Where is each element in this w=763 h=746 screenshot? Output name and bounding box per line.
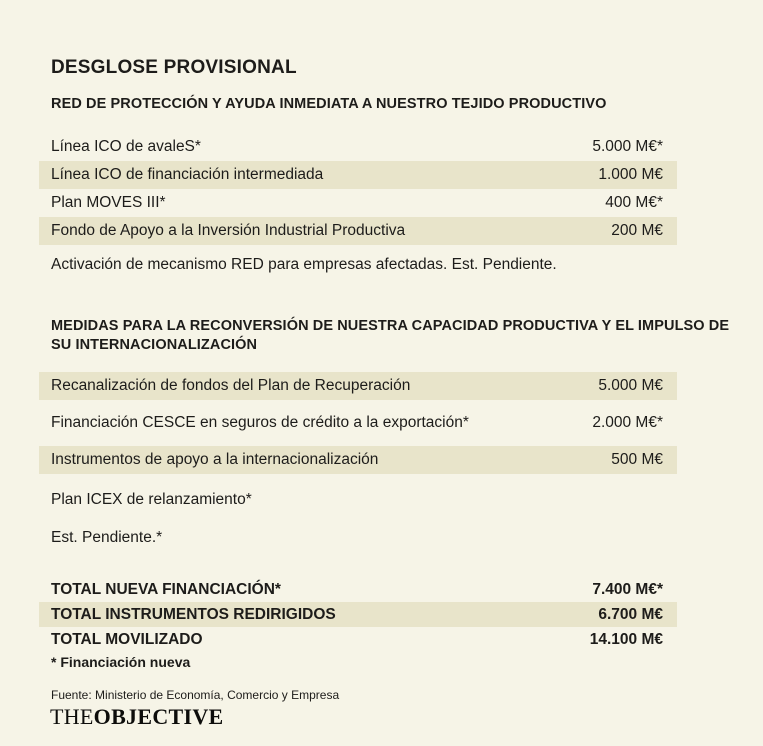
page-title: DESGLOSE PROVISIONAL xyxy=(51,57,297,78)
section-2-note: Plan ICEX de relanzamiento* xyxy=(51,491,252,508)
section-1-note: Activación de mecanismo RED para empresas afectadas. Est. Pendiente. xyxy=(51,256,557,273)
section-2-heading: MEDIDAS PARA LA RECONVERSIÓN DE NUESTRA CAPACIDAD PRODUCTIVA Y EL IMPULSO DE SU INTERNACIONALIZACIÓN xyxy=(51,318,730,353)
logo-objective: OBJECTIVE xyxy=(93,704,224,729)
total-row xyxy=(39,627,677,652)
total-row xyxy=(39,577,677,602)
totals-table xyxy=(39,577,677,652)
table-row xyxy=(39,446,677,474)
row-label: Fondo de Apoyo a la Inversión Industrial Productiva xyxy=(51,222,406,239)
row-value: 5.000 M€ xyxy=(598,377,663,394)
section-1-heading: RED DE PROTECCIÓN Y AYUDA INMEDIATA A NUESTRO TEJIDO PRODUCTIVO xyxy=(51,96,607,112)
total-value: 6.700 M€ xyxy=(598,605,663,623)
row-value: 200 M€ xyxy=(611,222,663,239)
table-row xyxy=(39,409,677,437)
row-value: 500 M€ xyxy=(611,451,663,468)
section-2-note: Est. Pendiente.* xyxy=(51,529,163,546)
row-label: Recanalización de fondos del Plan de Recuperación xyxy=(51,377,411,394)
row-label: Plan MOVES III* xyxy=(51,194,166,211)
row-value: 5.000 M€* xyxy=(592,138,663,155)
row-value: 2.000 M€* xyxy=(592,414,663,431)
total-label: TOTAL MOVILIZADO xyxy=(51,630,203,648)
logo-the: THE xyxy=(50,704,94,729)
row-label: Línea ICO de financiación intermediada xyxy=(51,166,324,183)
row-value: 1.000 M€ xyxy=(598,166,663,183)
table-row xyxy=(39,133,677,161)
row-label: Línea ICO de avaleS* xyxy=(51,138,201,155)
footnote: * Financiación nueva xyxy=(51,654,191,670)
row-label: Instrumentos de apoyo a la internacionalización xyxy=(51,451,379,468)
the-objective-logo xyxy=(50,706,763,728)
row-value: 400 M€* xyxy=(605,194,663,211)
table-row xyxy=(39,189,677,217)
total-value: 7.400 M€* xyxy=(592,580,663,598)
total-value: 14.100 M€ xyxy=(589,630,663,648)
total-label: TOTAL NUEVA FINANCIACIÓN* xyxy=(51,580,281,598)
table-row xyxy=(39,217,677,245)
row-label: Financiación CESCE en seguros de crédito a la exportación* xyxy=(51,414,469,431)
section-1-table xyxy=(39,133,677,245)
section-2-table xyxy=(39,372,677,474)
table-row xyxy=(39,372,677,400)
source-line: Fuente: Ministerio de Economía, Comercio y Empresa xyxy=(51,688,340,702)
table-row xyxy=(39,161,677,189)
total-row xyxy=(39,602,677,627)
total-label: TOTAL INSTRUMENTOS REDIRIGIDOS xyxy=(51,605,336,623)
